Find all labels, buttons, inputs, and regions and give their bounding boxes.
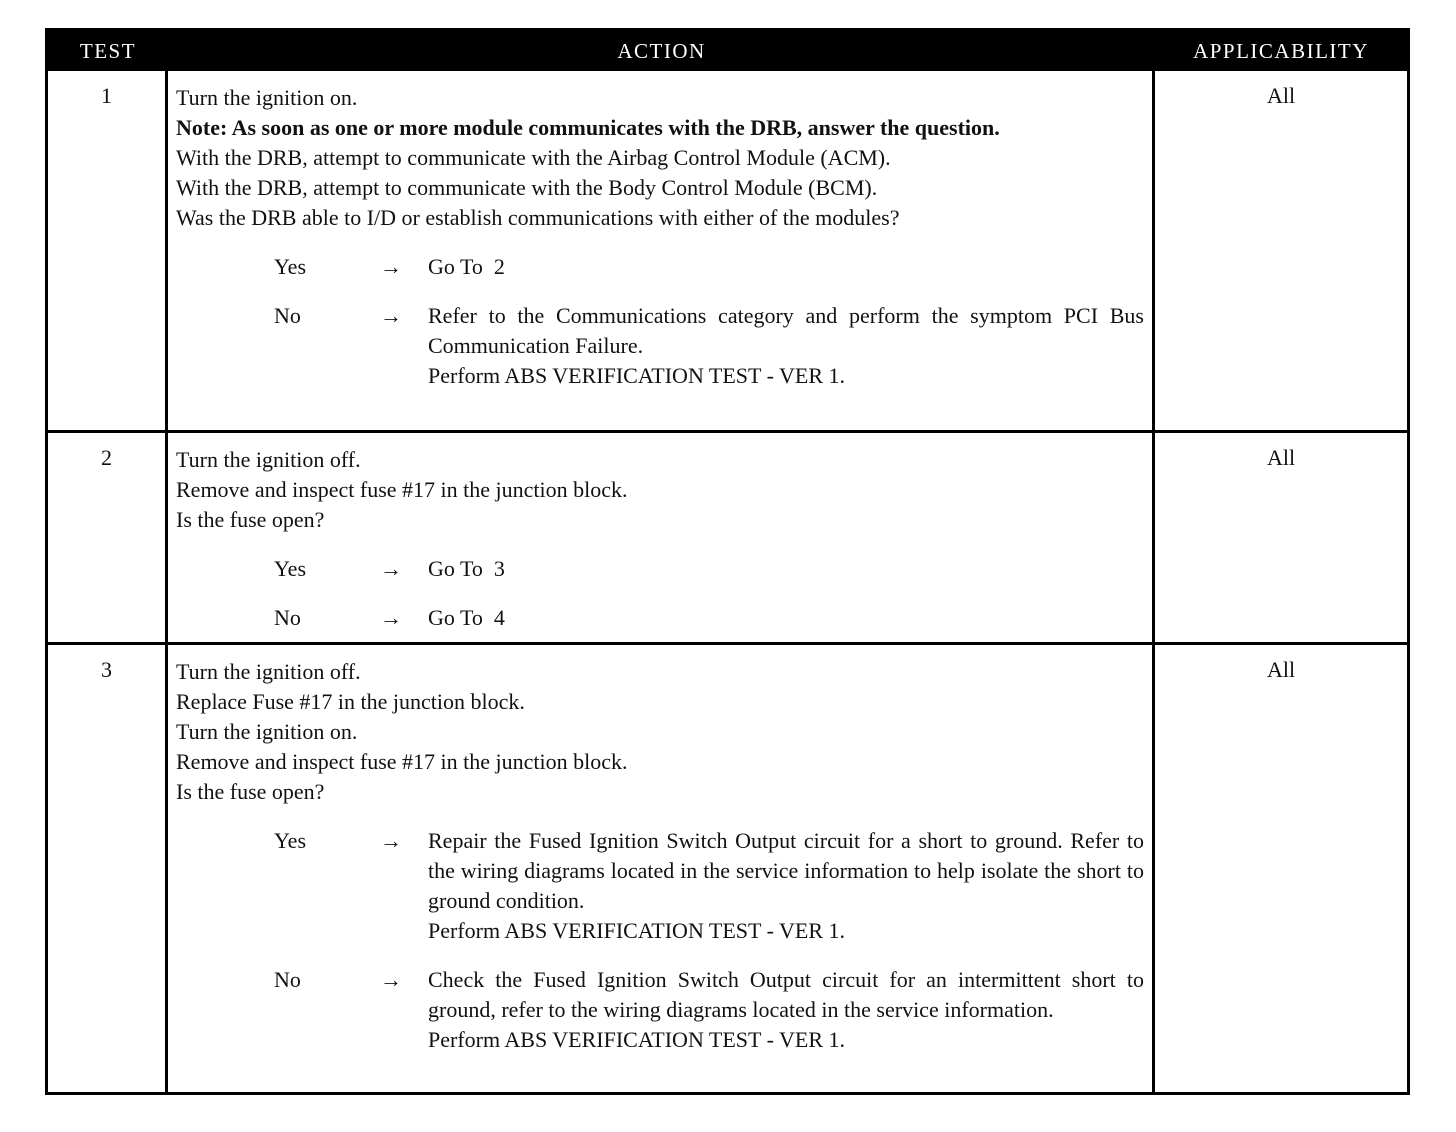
arrow-icon: → <box>380 254 402 279</box>
diagnostic-table <box>45 28 1410 1095</box>
yes-result <box>176 826 1144 946</box>
no-text-line: Perform ABS VERIFICATION TEST - VER 1. <box>428 363 846 388</box>
action-line: Turn the ignition on. <box>176 719 358 744</box>
action-line: Turn the ignition off. <box>176 447 361 472</box>
action-line: Remove and inspect fuse #17 in the junction block. <box>176 477 628 502</box>
applicability-cell: All <box>1266 657 1296 682</box>
no-text <box>428 301 1144 391</box>
no-label: No <box>274 605 301 630</box>
no-result <box>176 965 1144 1055</box>
arrow-icon: → <box>380 967 402 992</box>
action-line: Remove and inspect fuse #17 in the junction block. <box>176 749 628 774</box>
action-line: Turn the ignition off. <box>176 659 361 684</box>
no-text-line: Perform ABS VERIFICATION TEST - VER 1. <box>428 1027 846 1052</box>
no-text: Go To 4 <box>428 605 505 630</box>
no-label: No <box>274 303 301 328</box>
yes-label: Yes <box>274 556 307 581</box>
arrow-icon: → <box>380 303 402 328</box>
action-line: Is the fuse open? <box>176 507 325 532</box>
arrow-icon: → <box>380 605 402 630</box>
test-number: 1 <box>48 71 168 430</box>
no-text <box>428 965 1144 1055</box>
no-text-line: Check the Fused Ignition Switch Output circuit for an intermittent short to ground, refer to the wiring diagrams located in the service information. <box>428 967 1144 1022</box>
yes-label: Yes <box>274 254 307 279</box>
arrow-icon: → <box>380 828 402 853</box>
yes-text: Go To 3 <box>428 556 505 581</box>
yes-result <box>176 554 1144 584</box>
note-line: Note: As soon as one or more module communicates with the DRB, answer the question. <box>176 115 1000 140</box>
yes-label: Yes <box>274 828 307 853</box>
action-line: With the DRB, attempt to communicate with the Body Control Module (BCM). <box>176 175 878 200</box>
no-label: No <box>274 967 301 992</box>
action-cell <box>168 433 1155 642</box>
yes-text-line: Repair the Fused Ignition Switch Output circuit for a short to ground. Refer to the wiring diagrams located in the service information to help isolate the short to ground condition. <box>428 828 1144 913</box>
applicability-cell: All <box>1266 83 1296 108</box>
test-number: 3 <box>48 645 168 1092</box>
yes-text <box>428 826 1144 946</box>
yes-result <box>176 252 1144 282</box>
applicability-cell: All <box>1266 445 1296 470</box>
header-action: ACTION <box>617 38 706 63</box>
arrow-icon: → <box>380 556 402 581</box>
action-cell <box>168 71 1155 430</box>
action-line: Is the fuse open? <box>176 779 325 804</box>
header-test: TEST <box>79 38 137 63</box>
yes-text: Go To 2 <box>428 254 505 279</box>
action-line: With the DRB, attempt to communicate with the Airbag Control Module (ACM). <box>176 145 891 170</box>
header-applicability: APPLICABILITY <box>1193 38 1369 63</box>
action-line: Turn the ignition on. <box>176 85 358 110</box>
test-number: 2 <box>48 433 168 642</box>
yes-text-line: Perform ABS VERIFICATION TEST - VER 1. <box>428 918 846 943</box>
no-result <box>176 603 1144 633</box>
no-text-line: Refer to the Communications category and perform the symptom PCI Bus Communication Failure. <box>428 303 1144 358</box>
action-line: Was the DRB able to I/D or establish communications with either of the modules? <box>176 205 900 230</box>
action-cell <box>168 645 1155 1092</box>
table-header <box>48 31 1407 71</box>
no-result <box>176 301 1144 391</box>
action-line: Replace Fuse #17 in the junction block. <box>176 689 525 714</box>
table-row <box>48 430 1407 642</box>
table-row <box>48 71 1407 430</box>
table-row <box>48 642 1407 1092</box>
